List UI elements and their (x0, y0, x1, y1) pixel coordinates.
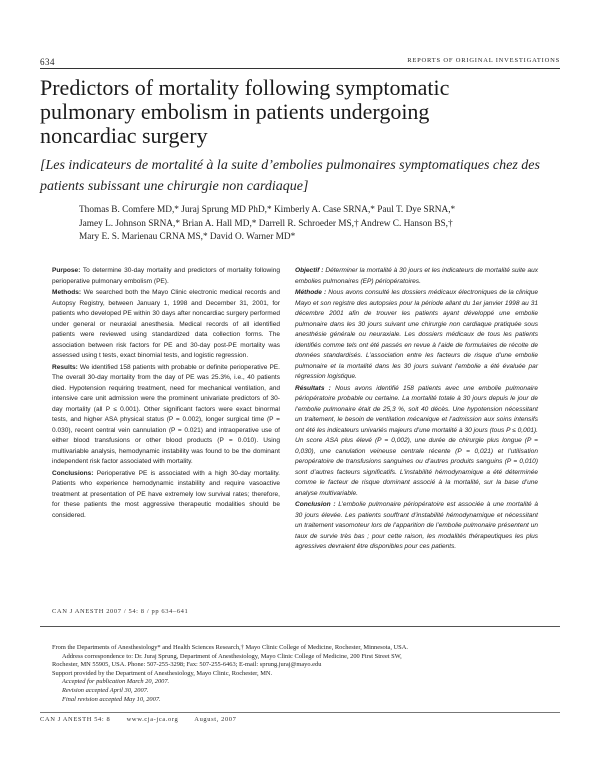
methode-label: Méthode : (295, 289, 327, 296)
conclusions-text: Perioperative PE is associated with a high 30-day mortality. Patients who experience hemodynamic instability and require vasoactive treatment at presentation of PE have extremely low survival rates; therefore, for these patients the most aggressive therapeutic modalities should be considered. (52, 469, 280, 519)
abstract-english (52, 266, 280, 522)
objectif-text: Déterminer la mortalité à 30 jours et les indicateurs de mortalité suite aux embolies pulmonaires (EP) périopératoires. (295, 267, 539, 285)
conclusion-label: Conclusion : (295, 501, 336, 508)
author-line-1: Thomas B. Comfere MD,* Juraj Sprung MD PhD,* Kimberly A. Case SRNA,* Paul T. Dye SRNA,* (79, 205, 456, 215)
footnotes (52, 644, 552, 704)
objectif-label: Objectif : (295, 267, 324, 274)
page-footer (40, 716, 251, 723)
conclusions-label: Conclusions: (52, 469, 94, 477)
correspondence-line-2: Rochester, MN 55905, USA. Phone: 507-255-3298; Fax: 507-255-6463; E-mail: sprung.juraj@mayo.edu (52, 661, 322, 669)
resume-methode (295, 288, 538, 383)
methods-label: Methods: (52, 289, 82, 296)
resume-resultats (295, 384, 538, 500)
footer-divider (40, 712, 560, 713)
methods-text: We searched both the Mayo Clinic electronic medical records and Autopsy Registry, between January 1, 1998 and December 31, 2001, for patients who developed PE within 30 days after noncardiac surgery performed under general or neuraxial anesthesia. Medical records of all identified patients were reviewed using standardized data collection forms. The association between risk factors for PE and 30-day post-PE mortality was assessed using t tests, exact binomial tests, and logistic regression. (52, 289, 280, 359)
correspondence-line-1: Address correspondence to: Dr. Juraj Sprung, Department of Anesthesiology, Mayo Clinic College of Medicine, 200 First Street SW, (62, 652, 402, 660)
article-title: Predictors of mortality following symptomatic pulmonary embolism in patients undergoing noncardiac surgery (40, 75, 450, 148)
abstract-conclusions (52, 469, 280, 522)
resume-conclusion (295, 500, 538, 553)
affiliation-note: From the Departments of Anesthesiology* and Health Sciences Research,† Mayo Clinic College of Medicine, Rochester, Minnesota, USA. (52, 644, 408, 651)
citation-line: CAN J ANESTH 2007 / 54: 8 / pp 634–641 (52, 608, 189, 615)
page-number: 634 (40, 57, 55, 67)
abstract-results (52, 363, 280, 468)
author-line-2: Jamey L. Johnson SRNA,* Brian A. Hall MD,* Darrell R. Schroeder MS,† Andrew C. Hanson BS,† (79, 218, 453, 229)
final-revision-date: Final revision accepted May 10, 2007. (62, 695, 161, 703)
abstract-divider (40, 626, 560, 627)
resultats-text: Nous avons identifié 158 patients avec une embolie pulmonaire périopératoire probable ou certaine. La mortalité totale à 30 jours depuis le jour de l’embolie pulmonaire était de 25,3 %, soit 40 décès. Une hypotension nécessitant un traitement, le besoin de ventilation mécanique et l’admission aux soins intensifs ont été les indicateurs univariés majeurs d’une mortalité à 30 jours (tous P ≤ 0,001). Un score ASA plus élevé (P = 0,002), une durée de chirurgie plus longue (P = 0,030), une canulation veineuse centrale récente (P = 0,021) et l’utilisation peropératoire de transfusions sanguines ou d’autres produits sanguins (P = 0,010) sont d’autres facteurs significatifs. L’instabilité hémodynamique a été déterminée comme le facteur de risque dominant associé à la mortalité, sur la base d’une analyse multivariable. (295, 384, 538, 497)
header-divider (40, 68, 560, 69)
author-line-3: Mary E. S. Marienau CRNA MS,* David O. Warner MD* (79, 232, 296, 242)
support-note: Support provided by the Department of Anesthesiology, Mayo Clinic, Rochester, MN. (52, 669, 273, 677)
methode-text: Nous avons consulté les dossiers médicaux électroniques de la clinique Mayo et son registre des autopsies pour la période allant du 1er janvier 1998 au 31 décembre 2001 afin de trouver les patients ayant développé une embolie pulmonaire dans les 30 jours suivant une chirurgie non cardiaque pratiquée sous anesthésie générale ou neuraxiale. Les dossiers médicaux de tous les patients identifiés comme tels ont été passés en revue à l’aide de formulaires de récolte de données standardisés. L’association entre les facteurs de risque d’une embolie pulmonaire et la mortalité dans les 30 jours suivant l’embolie a été évaluée par régression logistique. (295, 289, 538, 380)
abstract-purpose (52, 266, 280, 287)
footer-journal: CAN J ANESTH 54: 8 (40, 716, 111, 723)
abstract-french (295, 266, 538, 554)
article-title-french: [Les indicateurs de mortalité à la suite d’embolies pulmonaires symptomatiques chez des patients subissant une chirurgie non cardiaque] (40, 158, 540, 194)
resultats-label: Résultats : (295, 384, 331, 392)
footer-url[interactable]: www.cja-jca.org (126, 716, 179, 723)
author-list (79, 204, 549, 245)
purpose-label: Purpose: (52, 267, 81, 274)
purpose-text: To determine 30-day mortality and predictors of mortality following perioperative pulmonary embolism (PE). (52, 267, 281, 285)
section-label: REPORTS OF ORIGINAL INVESTIGATIONS (407, 57, 560, 64)
resume-objectif (295, 266, 538, 287)
conclusion-text: L’embolie pulmonaire périopératoire est associée à une mortalité à 30 jours élevée. Les patients souffrant d’instabilité hémodynamique et nécessitant un traitement vasomoteur lors de l’apparition de l’embolie pulmonaire présentent un taux de survie très bas ; pour cette raison, les modalités thérapeutiques les plus agressives devraient être disponibles pour ces patients. (295, 501, 538, 550)
accepted-date: Accepted for publication March 20, 2007. (62, 678, 170, 686)
results-label: Results: (52, 363, 78, 371)
footer-date: August, 2007 (194, 716, 237, 723)
abstract-methods (52, 288, 280, 362)
results-text: We identified 158 patients with probable or definite perioperative PE. The overall 30-day mortality from the day of PE was 25.3%, i.e., 40 patients died. Hypotension requiring treatment, need for mechanical ventilation, and intensive care unit admission were the prominent univariate predictors of 30-day mortality (all P ≤ 0.001). Other significant factors were exact binormal tests, and higher ASA physical status (P = 0.002), longer surgical time (P = 0.030), recent central vein cannulation (P = 0.021) and intraoperative use of either blood transfusions or other blood products (P = 0.010). Using multivariable analysis, hemodynamic instability was found to be the dominant independent risk factor associated with mortality. (52, 363, 280, 465)
revision-date: Revision accepted April 30, 2007. (62, 686, 149, 694)
